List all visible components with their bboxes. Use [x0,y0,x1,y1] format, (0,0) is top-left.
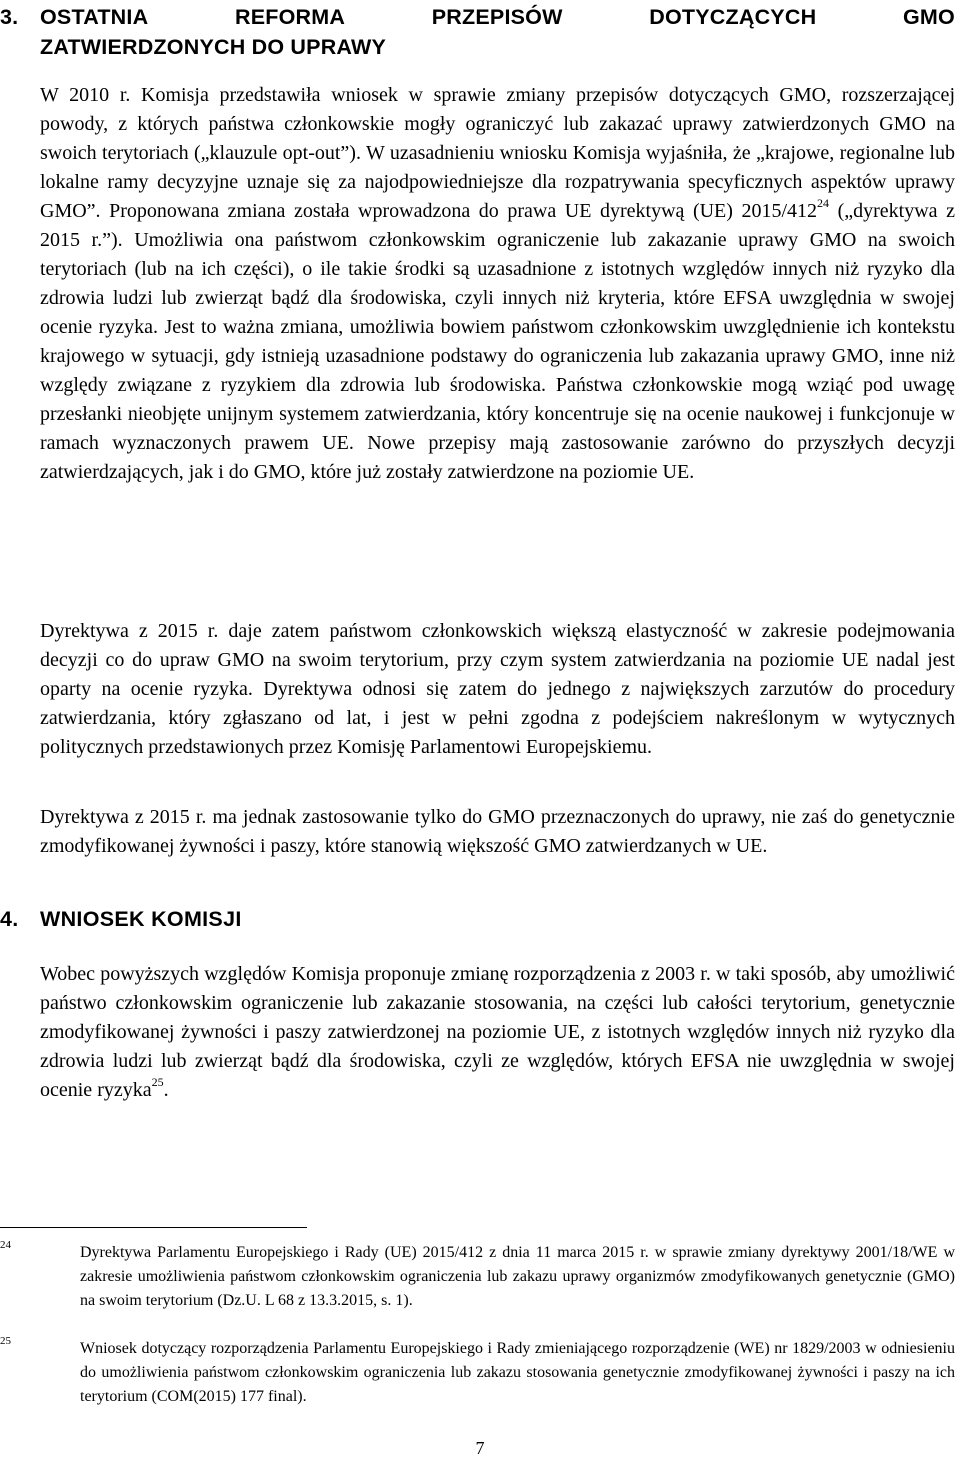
section-4-heading [0,904,242,934]
footnote-separator [0,1227,307,1228]
section-3-paragraph-1 [40,81,955,487]
paragraph-text: W 2010 r. Komisja przedstawiła wniosek w sprawie zmiany przepisów dotyczących GMO, rozszerzającej powody, z których państwa członkowskie mogły ograniczyć lub zakazać uprawy zatwierdzonych GMO na swoich terytoriach („klauzule opt-out”). W uzasadnieniu wniosku Komisja wyjaśniła, że „krajowe, regionalne lub lokalne ramy decyzyjne uznaje się za najodpowiedniejsze dla rozpatrywania specyficznych aspektów uprawy GMO”. Proponowana zmiana została wprowadzona do prawa UE dyrektywą (UE) 2015/412 [40,84,955,222]
footnote-ref-24[interactable]: 24 [817,196,830,211]
title-word: REFORMA [234,5,346,29]
title-word: DOTYCZĄCYCH [649,5,817,29]
footnote-text: Wniosek dotyczący rozporządzenia Parlamentu Europejskiego i Rady zmieniającego rozporządzenie (WE) nr 1829/2003 w odniesieniu do umożliwienia państwom członkowskim ograniczenia lub zakazu stosowania genetycznie zmodyfikowanej żywności i paszy na ich terytorium (COM(2015) 177 final). [80,1340,955,1405]
paragraph-text: („dyrektywa z 2015 r.”). Umożliwia ona państwom członkowskim ograniczenie lub zakazanie uprawy GMO na swoich terytoriach (lub na ich części), o ile takie środki są uzasadnione z istotnych względów innych niż ryzyko dla zdrowia ludzi lub zwierząt bądź dla środowiska, czyli innych niż kryteria, które EFSA uwzględnia w swojej ocenie ryzyka. Jest to ważna zmiana, umożliwia bowiem państwom członkowskim uwzględnienie ich kontekstu krajowego w sytuacji, gdy istnieją uzasadnione podstawy do ograniczenia lub zakazania uprawy GMO, inne niż względy związane z ryzykiem dla zdrowia lub środowiska. Państwa członkowskie mogą wziąć pod uwagę przesłanki nieobjęte unijnym systemem zatwierdzania, który koncentruje się na ocenie naukowej i funkcjonuje w ramach wyznaczonych prawem UE. Nowe przepisy mają zastosowanie zarówno do przyszłych decyzji zatwierdzających, jak i do GMO, które już zostały zatwierdzone na poziomie UE. [40,200,955,483]
paragraph-text: Wobec powyższych względów Komisja proponuje zmianę rozporządzenia z 2003 r. w taki sposób, aby umożliwić państwo członkowskim ograniczenie lub zakazanie stosowania, na części lub całości terytorium, genetycznie zmodyfikowanej żywności i paszy zatwierdzonej na poziomie UE, z istotnych względów innych niż ryzyko dla zdrowia ludzi lub zwierząt bądź dla środowiska, czyli ze względów, których EFSA nie uwzględnia w swojej ocenie ryzyka [40,963,955,1101]
section-3-title-line-2: ZATWIERDZONYCH DO UPRAWY [40,35,386,59]
paragraph-text-end: . [163,1079,169,1101]
section-4-paragraph [40,960,955,1105]
section-3-title-line-1 [40,2,955,32]
section-4-number: 4. [0,907,19,931]
footnote-ref-25[interactable]: 25 [151,1075,164,1090]
page-number: 7 [475,1438,485,1458]
footnote-number: 24 [0,1239,11,1251]
title-word: OSTATNIA [40,5,149,29]
title-word: PRZEPISÓW [431,5,563,29]
section-3-paragraph-2: Dyrektywa z 2015 r. daje zatem państwom członkowskich większą elastyczność w zakresie podejmowania decyzji co do upraw GMO na swoim terytorium, przy czym system zatwierdzania na poziomie UE nadal jest oparty na ocenie ryzyka. Dyrektywa odnosi się zatem do jednego z największych zarzutów do procedury zatwierdzania, który zgłaszano od lat, i jest w pełni zgodna z podejściem nakreślonym w wytycznych politycznych przedstawionych przez Komisję Parlamentowi Europejskiemu. [40,620,955,758]
section-4-title: WNIOSEK KOMISJI [40,907,242,931]
footnote-text: Dyrektywa Parlamentu Europejskiego i Rady (UE) 2015/412 z dnia 11 marca 2015 r. w sprawie zmiany dyrektywy 2001/18/WE w zakresie umożliwienia państwom członkowskim ograniczenia lub zakazu uprawy organizmów zmodyfikowanych genetycznie (GMO) na swoim terytorium (Dz.U. L 68 z 13.3.2015, s. 1). [80,1244,955,1309]
footnote-number: 25 [0,1335,11,1347]
section-3-paragraph-3: Dyrektywa z 2015 r. ma jednak zastosowanie tylko do GMO przeznaczonych do uprawy, nie zaś do genetycznie zmodyfikowanej żywności i paszy, które stanowią większość GMO zatwierdzanych w UE. [40,806,955,857]
section-3-number: 3. [0,5,19,29]
title-word: GMO [902,5,955,29]
